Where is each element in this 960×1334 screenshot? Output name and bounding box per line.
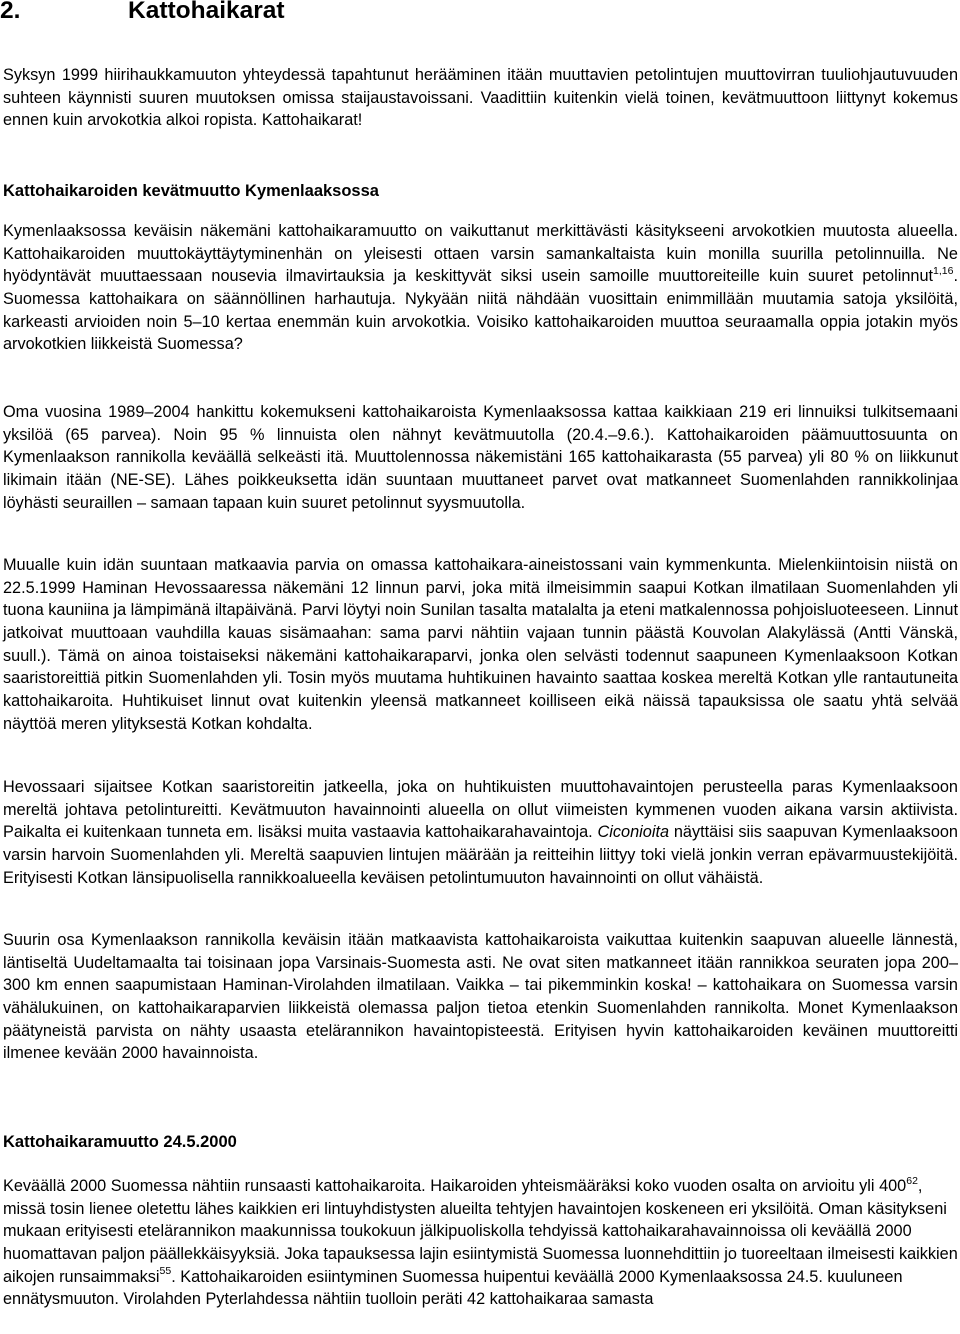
footnote-ref: 1,16 [933, 264, 954, 277]
section-number: 2. [0, 0, 21, 24]
paragraph-text: Syksyn 1999 hiirihaukkamuuton yhteydessä tapahtunut herääminen itään muuttavien petolintujen muuttovirran tuuliohjautuvuuden suhteen käynnisti suuren muutoksen omissa staijaustavoissani. Vaadittiin kuitenkin vielä toinen, kevätmuuttoon liittynyt kokemus ennen kuin arvokotkia alkoi ropista. Kattohaikarat! [3, 66, 958, 130]
section-heading [0, 0, 285, 26]
subheading-kevatmuutto: Kattohaikaroiden kevätmuutto Kymenlaaksossa [3, 182, 379, 200]
paragraph-text-cont: , missä tosin lienee oletettu lähes kaikkien eri lintuyhdistysten alueilta tehtyjen havaintojen koskeneen eri yksilöitä. Oman käsitykseni mukaan erityisesti etelärannikon maakunnissa toukokuun jälkipuoliskolla tehdyissä kattohaikarahavainnoissa oli keväällä 2000 huomattavan paljon päällekkäisyyksiä. Joka tapauksessa lajin esiintymistä Suomessa luonnehdittiin jo tuoreeltaan ilmeisesti kaikkien aikojen runsaimmaksi [3, 1177, 958, 1286]
paragraph-kevaalla-2000 [3, 1175, 958, 1311]
paragraph-text: Keväällä 2000 Suomessa nähtiin runsaasti kattohaikaroita. Haikaroiden yhteismääräksi koko vuoden osalta on arvioitu yli 400 [3, 1177, 907, 1195]
paragraph-hevossaari [3, 776, 958, 889]
paragraph-intro [3, 64, 958, 132]
paragraph-text: Suurin osa Kymenlaakson rannikolla keväisin itään matkaavista kattohaikaroista vaikuttaa kuitenkin saapuvan alueelle lännestä, läntiseltä Uudeltamaalta tai toisinaan jopa Varsinais-Suomesta asti. Ne ovat siten matkanneet itään rannikkoa seuraten jopa 200–300 km ennen saapumistaan Haminan-Virolahden ilmatilaan. Vaikka – tai pikemminkin koska! – kattohaikara on Suomessa varsin vähälukuinen, on kattohaikaraparvien liikkeistä olemassa paljon tietoa etenkin Suomenlahden rannikolta. Monet Kymenlaakson päätyneistä parvista on nähty usaasta etelärannikon havaintopisteestä. Erityisen hyvin kattohaikaroiden keväinen muuttoreitti ilmenee kevään 2000 havainnoista. [3, 931, 958, 1063]
paragraph-suurin-osa [3, 929, 958, 1065]
paragraph-text: Oma vuosina 1989–2004 hankittu kokemukseni kattohaikaroista Kymenlaaksossa kattaa kaikkiaan 219 eri linnuiksi tulkitsemaani yksilöä (65 parvea). Noin 95 % linnuista olen nähnyt kevätmuutolla (20.4.–9.6.). Kattohaikaroiden päämuuttosuunta on Kymenlaakson rannikolla keväällä selkeästi itä. Muuttolennossa näkemistäni 165 kattohaikarasta (55 parvea) yli 80 % on liikkunut likimain itään (NE-SE). Lähes poikkeuksetta idän suuntaan muuttaneet parvet ovat matkanneet Suomenlahden rannikkolinjaa löyhästi seuraillen – samaan tapaan kuin suuret petolinnut syysmuutolla. [3, 403, 958, 512]
paragraph-oma-kokemus [3, 401, 958, 514]
footnote-ref: 62 [906, 1174, 918, 1187]
paragraph-text-cont: näyttäisi siis saapuvan Kymenlaaksoon varsin harvoin Suomenlahden yli. Mereltä saapuvien lintujen määrään ja reitteihin liittyy toki vielä jonkin verran epävarmuustekijöitä. Erityisesti Kotkan länsipuolisella rannikkoalueella keväisen petolintumuuton havainnointi on ollut vähäistä. [3, 823, 958, 887]
paragraph-text: Muualle kuin idän suuntaan matkaavia parvia on omassa kattohaikara-aineistossani vain kymmenkunta. Mielenkiintoisin niistä on 22.5.1999 Haminan Hevossaaressa näkemäni 12 linnun parvi, joka mitä ilmeisimmin saapui Kotkan ilmatilaan Suomenlahden yli tuona kauniina ja lämpimänä iltapäivänä. Parvi löytyi noin Sunilan tasalta matalalta ja eteni matkalennossa pohjoisluoteeseen. Linnut jatkoivat muuttoaan vauhdilla kauas sisämaahan: sama parvi nähtiin vajaan tunnin päästä Kouvolan Alakylässä (Antti Vänskä, suull.). Tämä on ainoa toistaiseksi näkemäni kattohaikaraparvi, jonka olen selvästi todennut saapuneen Kymenlaaksoon Kotkan saaristoreittiä pitkin Suomenlahden yli. Tosin myös muutama huhtikuinen havainto saattaa koskea mereltä Kotkan ylle rantautuneita kattohaikaroita. Huhtikuiset linnut ovat kuitenkin yleensä matkanneet koilliseen eikä näissä tapauksissa ole saatu yhtä selvää näyttöä meren ylityksestä Kotkan kohdalta. [3, 556, 958, 733]
paragraph-kymenlaakso [3, 220, 958, 356]
paragraph-text: Hevossaari sijaitsee Kotkan saaristoreitin jatkeella, joka on huhtikuisten muuttohavaintojen perusteella paras Kymenlaaksoon mereltä johtava petolintureitti. Kevätmuuton havainnointi alueella on ollut viimeisten kymmenen vuoden aikana varsin aktiivista. Paikalta ei kuitenkaan tunneta em. lisäksi muita vastaavia kattohaikarahavaintoja. [3, 778, 958, 842]
species-name: Ciconioita [597, 823, 670, 842]
subheading-muutto2000: Kattohaikaramuutto 24.5.2000 [3, 1133, 237, 1151]
footnote-ref-2: 55 [159, 1265, 172, 1278]
section-title: Kattohaikarat [128, 0, 285, 24]
paragraph-text-cont-2: . Kattohaikaroiden esiintyminen Suomessa huipentui keväällä 2000 Kymenlaaksossa 24.5. kuuluneen ennätysmuuton. Virolahden Pyterlahdessa nähtiin tuolloin peräti 42 kattohaikaraa samasta [3, 1267, 903, 1309]
paragraph-text: Kymenlaaksossa keväisin näkemäni kattohaikaramuutto on vaikuttanut merkittävästi käsitykseeni arvokotkien muutosta alueella. Kattohaikaroiden muuttokäyttäytyminenhän on yleisesti ottaen varsin samankaltaista kuin monilla suurilla petolinnuilla. Ne hyödyntävät muuttaessaan nousevia ilmavirtauksia ja keskittyvät siksi usein samoille muuttoreiteille kuin suuret petolinnut [3, 222, 958, 286]
paragraph-text-cont: . Suomessa kattohaikara on säännöllinen harhautuja. Nykyään niitä nähdään vuosittain enimmillään muutamia satoja yksilöitä, karkeasti arvioiden noin 5–10 kertaa enemmän kuin arvokotkia. Voisiko kattohaikaroiden muuttoa seuraamalla oppia jotakin myös arvokotkien liikkeistä Suomessa? [3, 267, 958, 354]
paragraph-muualle [3, 554, 958, 735]
